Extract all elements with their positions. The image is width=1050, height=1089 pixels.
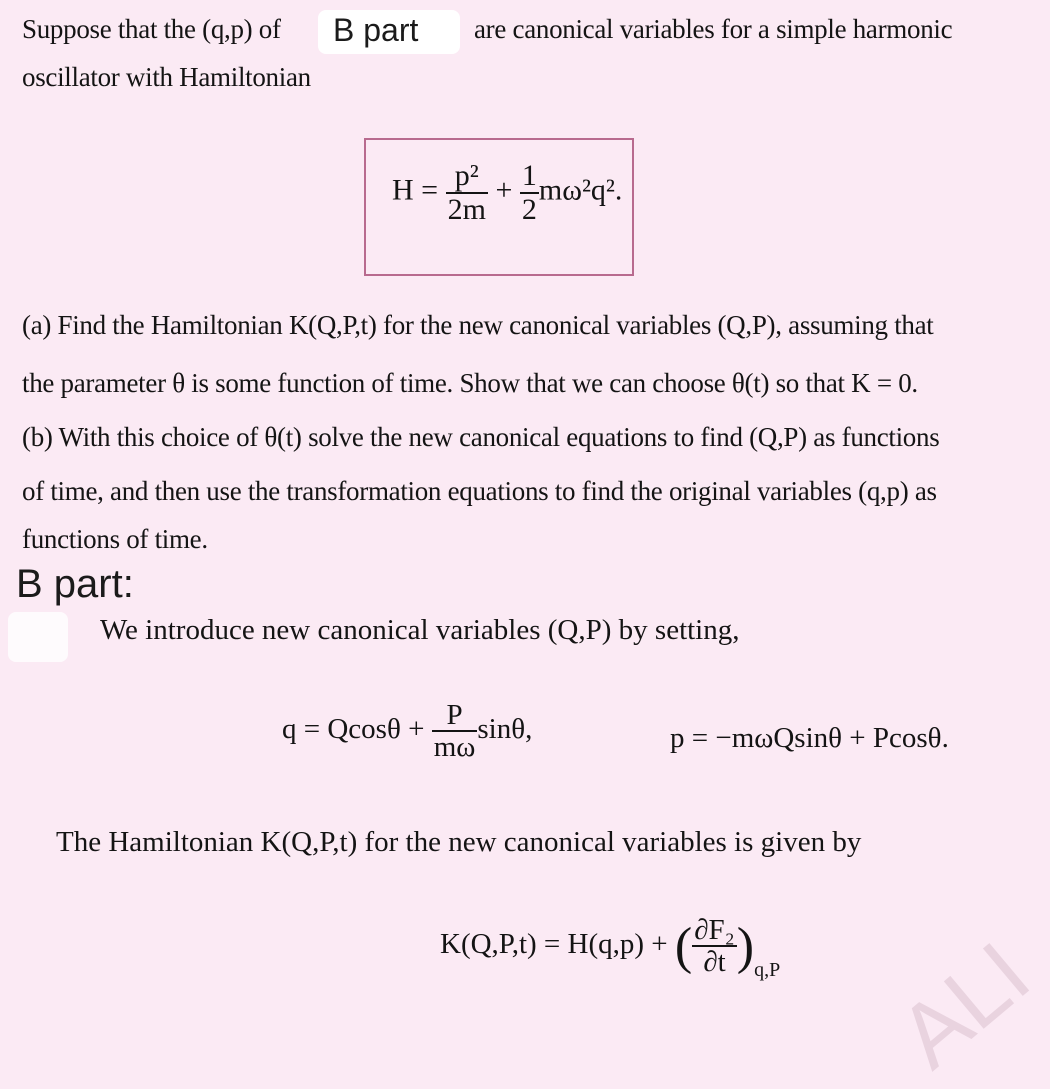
solution-intro: We introduce new canonical variables (Q,P) by setting, [100, 614, 740, 646]
problem-line-2: oscillator with Hamiltonian [22, 62, 311, 92]
part-a-line-2: the parameter θ is some function of time. Show that we can choose θ(t) so that K = 0. [22, 368, 918, 398]
transform-q-equation [282, 700, 532, 763]
k-partial-denominator: ∂t [692, 945, 737, 977]
new-hamiltonian-text: The Hamiltonian K(Q,P,t) for the new canonical variables is given by [56, 826, 862, 858]
k-equation-lhs: K(Q,P,t) = H(q,p) + [440, 928, 668, 961]
transform-p-equation: p = −mωQsinθ + Pcosθ. [670, 722, 949, 754]
half-denominator: 2 [521, 192, 537, 226]
transform-q-denominator: mω [433, 731, 476, 764]
transform-q-fraction [432, 700, 478, 763]
hamiltonian-kinetic-fraction [446, 160, 488, 225]
part-a-line-1: (a) Find the Hamiltonian K(Q,P,t) for the new canonical variables (Q,P), assuming that [22, 310, 934, 340]
hamiltonian-plus: + [495, 173, 513, 207]
kinetic-numerator: p² [454, 159, 479, 192]
k-equation [440, 914, 781, 981]
part-b-line-2: of time, and then use the transformation equations to find the original variables (q,p) as [22, 476, 937, 506]
solution-heading: B part: [16, 562, 134, 606]
transform-q-numerator: P [446, 699, 463, 731]
hamiltonian-equation [392, 160, 622, 225]
hamiltonian-half-fraction [520, 160, 539, 225]
kinetic-denominator: 2m [447, 192, 486, 226]
part-b-line-3: functions of time. [22, 524, 208, 554]
b-part-inline-label: B part [333, 12, 419, 48]
hamiltonian-equals: = [421, 173, 439, 207]
k-partial-numerator: ∂F₂ [694, 914, 735, 946]
k-left-paren: ( [674, 917, 693, 975]
problem-line-1-prefix: Suppose that the (q,p) of [22, 14, 281, 44]
k-right-paren: ) [736, 917, 755, 975]
hamiltonian-lhs: H [392, 173, 414, 207]
half-numerator: 1 [521, 159, 537, 192]
problem-line-1 [22, 14, 281, 45]
problem-line-1-suffix: are canonical variables for a simple harmonic [474, 14, 953, 44]
transform-q-lhs: q = Qcosθ + [282, 713, 425, 746]
transform-q-tail: sinθ, [477, 713, 533, 746]
heading-patch [8, 612, 68, 662]
watermark: ALI [880, 923, 1049, 1088]
hamiltonian-potential-tail: mω²q². [538, 173, 623, 207]
part-b-line-1: (b) With this choice of θ(t) solve the new canonical equations to find (Q,P) as functions [22, 422, 940, 452]
k-partial-fraction [692, 915, 737, 978]
k-subscript: q,P [754, 958, 781, 981]
